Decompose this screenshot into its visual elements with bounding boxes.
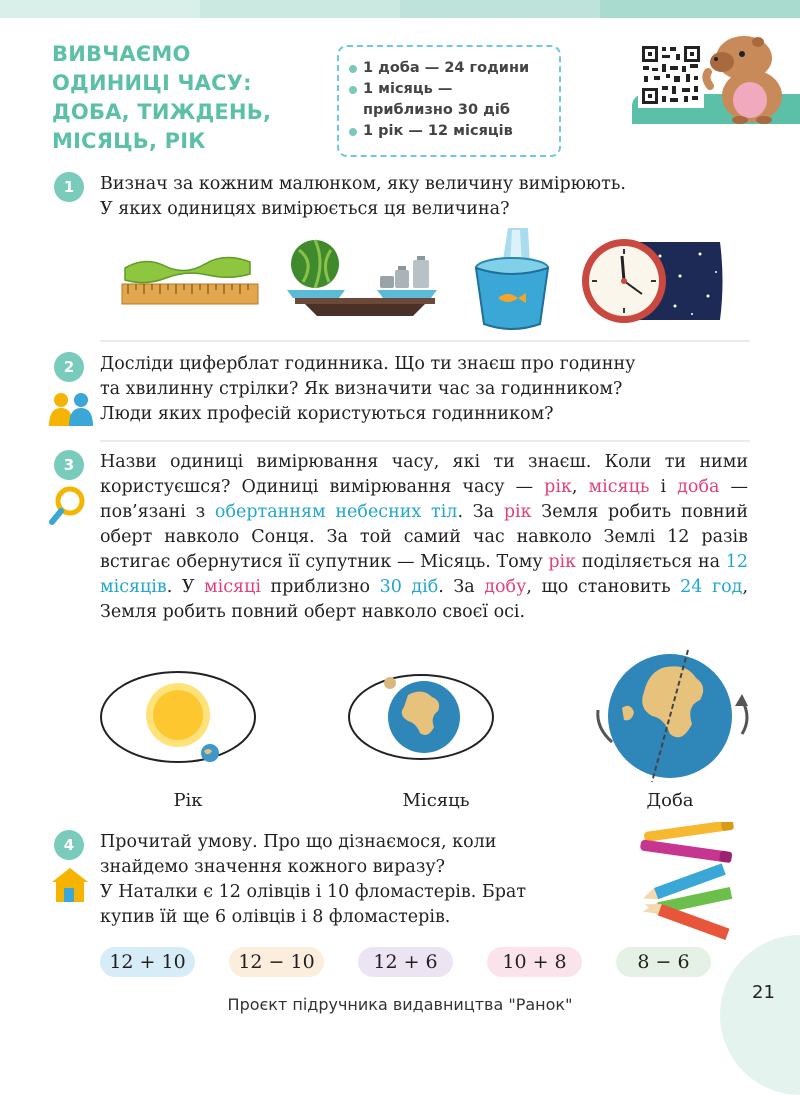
title-line: ДОБА, ТИЖДЕНЬ, — [52, 100, 272, 124]
lesson-title — [52, 40, 302, 156]
task-line: Люди яких професій користуються годинником? — [100, 404, 554, 424]
highlight-term: рік — [548, 552, 577, 572]
title-line: ВИВЧАЄМО — [52, 42, 191, 66]
highlight-term: місяці — [204, 577, 261, 597]
bullet-icon — [349, 128, 357, 136]
bullet-icon — [349, 65, 357, 73]
task-number-badge: 3 — [54, 450, 84, 480]
water-bucket-icon — [468, 226, 558, 336]
capybara-mascot-icon — [700, 28, 795, 124]
task-line: У Наталки є 12 олівців і 10 фломастерів. Брат — [100, 882, 527, 902]
info-line: 1 доба — 24 години — [363, 60, 530, 76]
highlight-term: 24 год — [680, 577, 743, 597]
text-run: . За — [457, 502, 504, 522]
text-run: і — [649, 477, 678, 497]
text-run: поділяється на — [576, 552, 726, 572]
illustration-caption: Місяць — [402, 790, 470, 811]
text-run: Земля робить повний оберт навколо Сонця. За той самий час навколо Землі 12 разів встигає обернутися її супутник — Місяць. Тому — [100, 502, 748, 572]
task-line: купив їй ще 6 олівців і 8 фломастерів. — [100, 907, 451, 927]
highlight-term: 12 місяців — [100, 552, 748, 597]
top-bar-segment — [600, 0, 800, 18]
illustration-caption: Рік — [173, 790, 203, 811]
expression-chip — [487, 947, 582, 977]
highlight-term: 30 діб — [379, 577, 439, 597]
task-line: Досліди циферблат годинника. Що ти знаєш про годинну — [100, 354, 636, 374]
task-3-text — [100, 450, 748, 625]
expression-chip — [616, 947, 711, 977]
top-bar-segment — [0, 0, 200, 18]
qr-code-icon[interactable] — [638, 42, 704, 108]
expression-text: 8 − 6 — [637, 951, 690, 973]
expression-text: 10 + 8 — [502, 951, 567, 973]
title-line: МІСЯЦЬ, РІК — [52, 129, 206, 153]
top-bar-segment — [400, 0, 600, 18]
task-4-text — [100, 830, 630, 930]
expression-chip — [358, 947, 453, 977]
balance-scale-icon — [285, 232, 445, 326]
task-2-text — [100, 352, 750, 427]
task-number-badge: 4 — [54, 830, 84, 860]
expression-chip — [229, 947, 324, 977]
task-line: та хвилинну стрілки? Як визначити час за годинником? — [100, 379, 623, 399]
pair-work-icon — [49, 392, 93, 430]
pencils-markers-icon — [632, 822, 744, 946]
text-run: , — [571, 477, 589, 497]
top-color-bar — [0, 0, 800, 18]
highlight-term: рік — [544, 477, 572, 497]
task-3-paragraph — [100, 450, 748, 625]
section-divider — [100, 440, 750, 442]
highlight-term: місяць — [588, 477, 650, 497]
units-info-box — [337, 45, 561, 157]
publisher-footer: Проєкт підручника видавництва "Ранок" — [227, 995, 573, 1014]
page-corner-decoration — [720, 935, 800, 1095]
text-run: — пов’язані з — [100, 477, 748, 522]
text-run: . У — [166, 577, 205, 597]
top-bar-segment — [200, 0, 400, 18]
illustration-caption: Доба — [646, 790, 694, 811]
task-line: Прочитай умову. Про що дізнаємося, коли — [100, 832, 497, 852]
task-line: знайдемо значення кожного виразу? — [100, 857, 446, 877]
task-line: У яких одиницях вимірюється ця величина? — [100, 199, 510, 219]
task-1-text — [100, 172, 750, 222]
highlight-term: доба — [677, 477, 720, 497]
bullet-icon — [349, 86, 357, 94]
text-run: приблизно — [260, 577, 380, 597]
expression-text: 12 + 10 — [109, 951, 186, 973]
highlight-term: добу — [484, 577, 527, 597]
info-line: 1 місяць — — [363, 81, 453, 97]
task-number-badge: 2 — [54, 352, 84, 382]
info-line: 1 рік — 12 місяців — [363, 123, 513, 139]
clock-night-sky-icon — [580, 236, 725, 330]
earth-rotation-icon — [592, 648, 762, 787]
task-number-badge: 1 — [54, 172, 84, 202]
home-task-icon — [50, 866, 90, 908]
text-run: Назви одиниці вимірювання часу, які ти знаєш. Коли ти ними користуєшся? Одиниці вимірювання часу — — [100, 452, 748, 497]
text-run: . За — [438, 577, 485, 597]
info-line: приблизно 30 діб — [363, 102, 510, 118]
ruler-with-ribbon-icon — [120, 248, 260, 312]
earth-orbit-sun-icon — [98, 665, 258, 774]
page-number: 21 — [752, 982, 775, 1003]
highlight-term: обертанням небесних тіл — [214, 502, 458, 522]
magnifier-icon — [48, 486, 86, 530]
expression-text: 12 + 6 — [373, 951, 438, 973]
text-run: , що становить — [526, 577, 681, 597]
task-line: Визнач за кожним малюнком, яку величину вимірюють. — [100, 174, 626, 194]
expression-chip — [100, 947, 195, 977]
text-run: , Земля робить повний оберт навколо своєї осі. — [100, 577, 749, 622]
expression-text: 12 − 10 — [238, 951, 315, 973]
section-divider — [100, 340, 750, 342]
title-line: ОДИНИЦІ ЧАСУ: — [52, 71, 252, 95]
highlight-term: рік — [503, 502, 532, 522]
moon-orbit-earth-icon — [346, 665, 496, 774]
